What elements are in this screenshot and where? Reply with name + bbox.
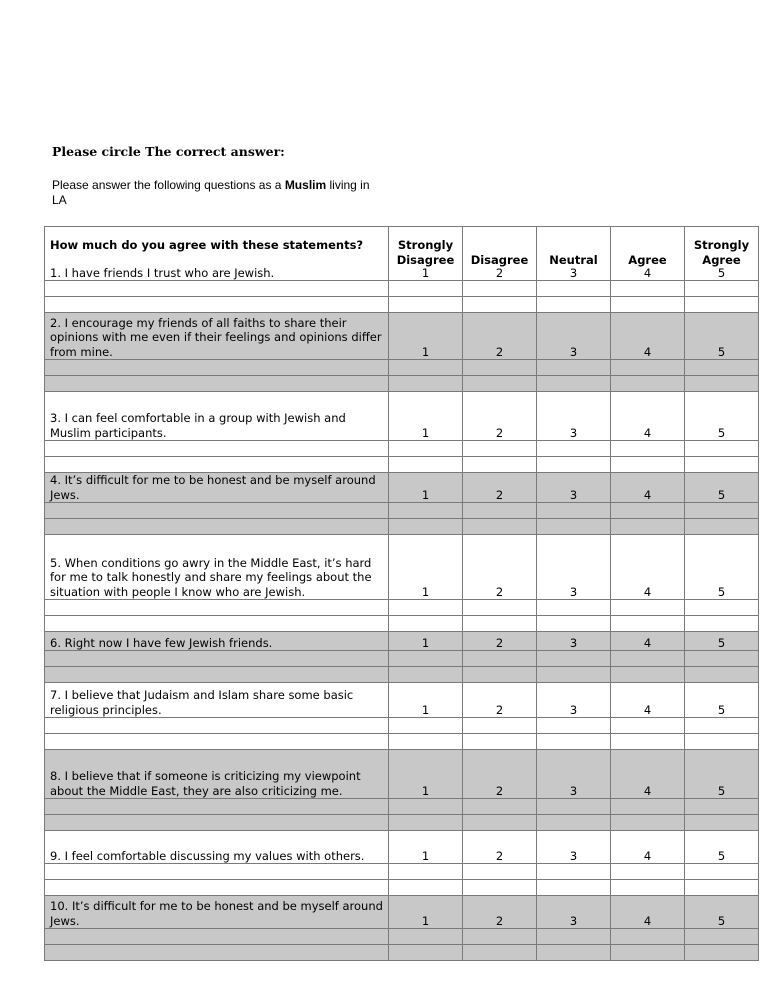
scale-header-1: Strongly Disagree 1 (389, 227, 463, 281)
rating-option-5[interactable]: 5 (685, 392, 759, 441)
question-header-text: How much do you agree with these statements? (50, 238, 364, 252)
spacer-row (45, 519, 759, 535)
spacer-row (45, 880, 759, 896)
rating-option-1[interactable]: 1 (389, 896, 463, 929)
scale-header-4: Agree 4 (611, 227, 685, 281)
question-row (45, 750, 759, 799)
rating-option-2[interactable]: 2 (463, 392, 537, 441)
rating-option-2[interactable]: 2 (463, 535, 537, 600)
intro-before: Please answer the following questions as a (52, 178, 285, 192)
rating-option-1[interactable]: 1 (389, 750, 463, 799)
rating-option-2[interactable]: 2 (463, 750, 537, 799)
page-heading: Please circle The correct answer: (52, 144, 285, 159)
rating-option-4[interactable]: 4 (611, 632, 685, 651)
intro-after: living in LA (52, 178, 370, 207)
rating-option-5[interactable]: 5 (685, 896, 759, 929)
spacer-row (45, 945, 759, 961)
spacer-row (45, 651, 759, 667)
rating-option-2[interactable]: 2 (463, 683, 537, 718)
spacer-row (45, 929, 759, 945)
question-row (45, 632, 759, 651)
question-row (45, 313, 759, 360)
spacer-row (45, 457, 759, 473)
rating-option-2[interactable]: 2 (463, 896, 537, 929)
rating-option-4[interactable]: 4 (611, 750, 685, 799)
rating-option-3[interactable]: 3 (537, 535, 611, 600)
rating-option-5[interactable]: 5 (685, 473, 759, 503)
rating-option-3[interactable]: 3 (537, 683, 611, 718)
question-text-5: 5. When conditions go awry in the Middle East, it’s hard for me to talk honestly and share my feelings about the situation with people I know who are Jewish. (45, 535, 389, 600)
question-row (45, 535, 759, 600)
question-column-header (45, 227, 389, 281)
spacer-row (45, 815, 759, 831)
spacer-row (45, 734, 759, 750)
rating-option-3[interactable]: 3 (537, 473, 611, 503)
rating-option-3[interactable]: 3 (537, 750, 611, 799)
rating-option-2[interactable]: 2 (463, 632, 537, 651)
question-text-8: 8. I believe that if someone is criticizing my viewpoint about the Middle East, they are also criticizing me. (45, 750, 389, 799)
question-text-3: 3. I can feel comfortable in a group with Jewish and Muslim participants. (45, 392, 389, 441)
rating-option-4[interactable]: 4 (611, 535, 685, 600)
question-text-1: 1. I have friends I trust who are Jewish. (50, 265, 275, 280)
spacer-row (45, 667, 759, 683)
rating-option-4[interactable]: 4 (611, 831, 685, 864)
spacer-row (45, 718, 759, 734)
rating-option-2[interactable]: 2 (463, 831, 537, 864)
header-row (45, 227, 759, 281)
rating-option-1[interactable]: 1 (389, 632, 463, 651)
scale-header-3: Neutral 3 (537, 227, 611, 281)
survey-table (44, 226, 759, 961)
rating-option-5[interactable]: 5 (685, 831, 759, 864)
rating-option-5[interactable]: 5 (685, 632, 759, 651)
rating-option-4[interactable]: 4 (611, 392, 685, 441)
rating-option-5[interactable]: 5 (685, 535, 759, 600)
rating-option-4[interactable]: 4 (611, 683, 685, 718)
rating-option-3[interactable]: 3 (537, 896, 611, 929)
question-row (45, 392, 759, 441)
question-row (45, 473, 759, 503)
rating-option-1[interactable]: 1 (389, 535, 463, 600)
spacer-row (45, 799, 759, 815)
rating-option-2[interactable]: 2 (463, 313, 537, 360)
rating-option-1[interactable]: 1 (389, 831, 463, 864)
rating-option-3[interactable]: 3 (537, 313, 611, 360)
question-row (45, 683, 759, 718)
rating-option-5[interactable]: 5 (685, 313, 759, 360)
spacer-row (45, 864, 759, 880)
scale-header-2: Disagree 2 (463, 227, 537, 281)
spacer-row (45, 441, 759, 457)
question-text-7: 7. I believe that Judaism and Islam share some basic religious principles. (45, 683, 389, 718)
rating-option-4[interactable]: 4 (611, 896, 685, 929)
scale-header-5: Strongly Agree 5 (685, 227, 759, 281)
rating-option-1[interactable]: 1 (389, 313, 463, 360)
rating-option-2[interactable]: 2 (463, 473, 537, 503)
spacer-row (45, 360, 759, 376)
question-text-2: 2. I encourage my friends of all faiths to share their opinions with me even if their feelings and opinions differ from mine. (45, 313, 389, 360)
rating-option-1[interactable]: 1 (389, 473, 463, 503)
rating-option-5[interactable]: 5 (685, 683, 759, 718)
question-text-4: 4. It’s difficult for me to be honest and be myself around Jews. (45, 473, 389, 503)
question-row (45, 831, 759, 864)
question-text-9: 9. I feel comfortable discussing my values with others. (45, 831, 389, 864)
rating-option-3[interactable]: 3 (537, 392, 611, 441)
rating-option-3[interactable]: 3 (537, 831, 611, 864)
question-row (45, 896, 759, 929)
rating-option-3[interactable]: 3 (537, 632, 611, 651)
spacer-row (45, 616, 759, 632)
question-text-6: 6. Right now I have few Jewish friends. (45, 632, 389, 651)
rating-option-4[interactable]: 4 (611, 473, 685, 503)
rating-option-4[interactable]: 4 (611, 313, 685, 360)
spacer-row (45, 600, 759, 616)
rating-option-1[interactable]: 1 (389, 392, 463, 441)
intro-emphasis: Muslim (284, 178, 327, 192)
spacer-row (45, 376, 759, 392)
intro-text (52, 178, 382, 208)
spacer-row (45, 297, 759, 313)
rating-option-5[interactable]: 5 (685, 750, 759, 799)
question-text-10: 10. It’s difficult for me to be honest and be myself around Jews. (45, 896, 389, 929)
spacer-row (45, 503, 759, 519)
spacer-row (45, 281, 759, 297)
rating-option-1[interactable]: 1 (389, 683, 463, 718)
